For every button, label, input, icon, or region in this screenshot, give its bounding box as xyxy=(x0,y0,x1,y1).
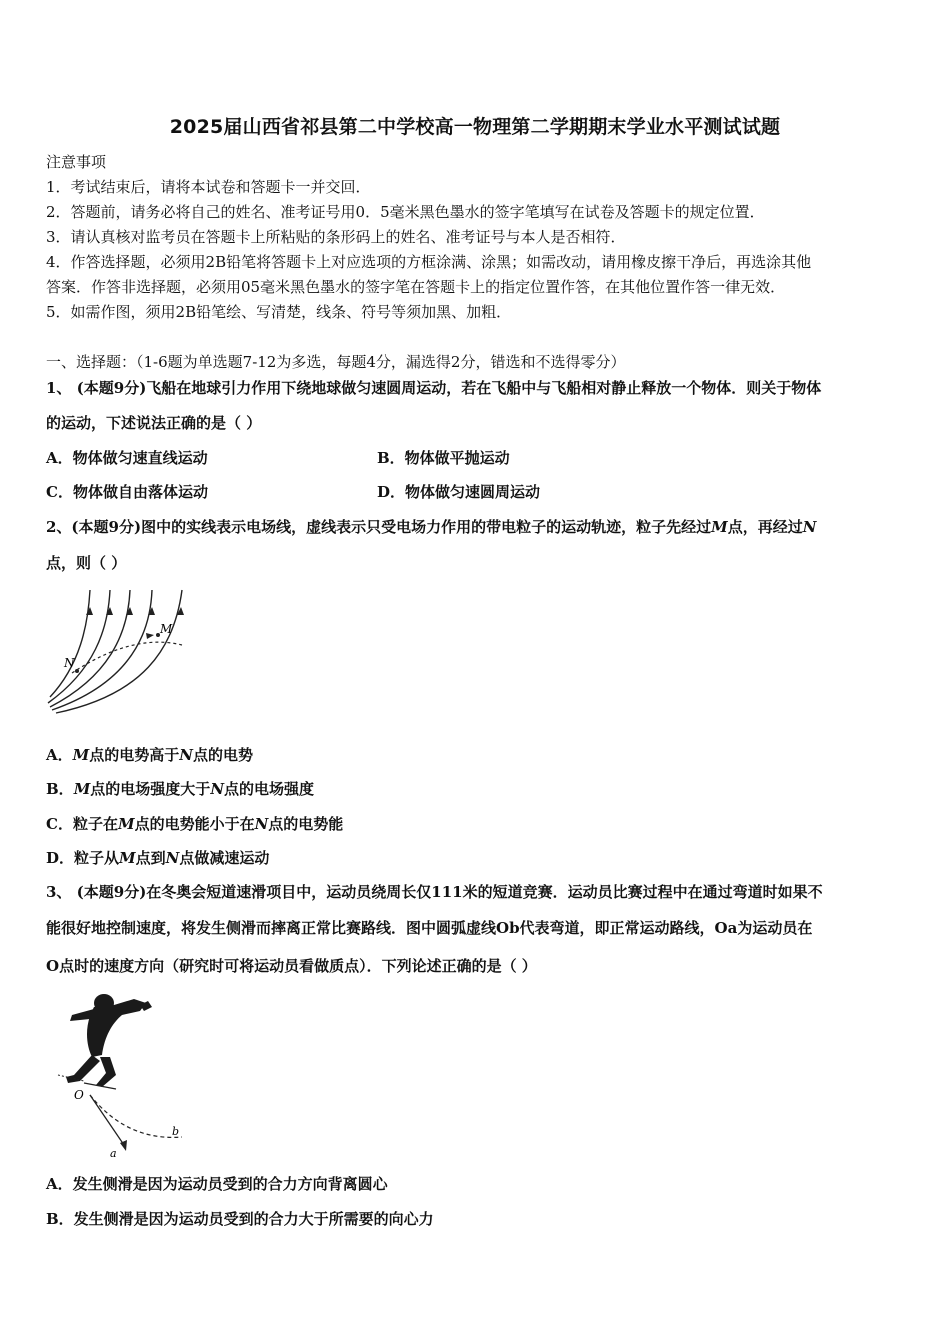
q2-option-d: D．粒子从M点到N点做减速运动 xyxy=(46,849,270,867)
point-n xyxy=(75,669,79,673)
notice-item: 5．如需作图，须用2B铅笔绘、写清楚，线条、符号等须加黑、加粗． xyxy=(46,303,512,321)
label-b: b xyxy=(172,1125,180,1138)
field-line xyxy=(56,590,182,713)
question-3-stem-cont: 能很好地控制速度，将发生侧滑而摔离正常比赛路线．图中圆弧虚线Ob代表弯道，即正常运动路线，Oa为运动员在 xyxy=(46,919,813,937)
label-a: a xyxy=(110,1147,117,1160)
q1-option-c: C．物体做自由落体运动 xyxy=(46,483,208,501)
notice-item: 答案．作答非选择题，必须用05毫米黑色墨水的签字笔在答题卡上的指定位置作答，在其他位置作答一律无效． xyxy=(46,278,786,296)
q2-option-b: B．M点的电场强度大于N点的电场强度 xyxy=(46,780,315,798)
field-arrows xyxy=(86,607,184,615)
question-1-stem: 1、 (本题9分)飞船在地球引力作用下绕地球做匀速圆周运动，若在飞船中与飞船相对静止释放一个物体．则关于物体 xyxy=(46,379,822,397)
velocity-line-oa xyxy=(90,1095,124,1145)
section-heading: 一、选择题：（1-6题为单选题7-12为多选，每题4分，漏选得2分，错选和不选得零分） xyxy=(46,353,626,371)
skater-silhouette xyxy=(66,994,152,1087)
notice-heading: 注意事项 xyxy=(46,153,107,171)
notice-item: 1．考试结束后，请将本试卷和答题卡一并交回． xyxy=(46,178,371,196)
notice-item: 2．答题前，请务必将自己的姓名、准考证号用0．5毫米黑色墨水的签字笔填写在试卷及答题卡的规定位置． xyxy=(46,203,765,221)
question-3-stem-cont: O点时的速度方向（研究时可将运动员看做质点）．下列论述正确的是（ ） xyxy=(46,957,537,975)
notice-item: 3．请认真核对监考员在答题卡上所粘贴的条形码上的姓名、准考证号与本人是否相符． xyxy=(46,228,626,246)
q2-var-m: M xyxy=(711,518,728,536)
q2-option-a: A．M点的电势高于N点的电势 xyxy=(46,746,253,764)
label-o: O xyxy=(74,1088,84,1102)
notice-item: 4．作答选择题，必须用2B铅笔将答题卡上对应选项的方框涂满、涂黑；如需改动，请用橡皮擦干净后，再选涂其他 xyxy=(46,253,812,271)
field-line xyxy=(52,590,152,710)
question-2-stem-cont: 点，则（ ） xyxy=(46,554,127,572)
label-n: N xyxy=(64,656,75,670)
question-3-stem: 3、 (本题9分)在冬奥会短道速滑项目中，运动员绕周长仅111米的短道竞赛．运动员比赛过程中在通过弯道时如果不 xyxy=(46,883,823,901)
q2-option-c: C．粒子在M点的电势能小于在N点的电势能 xyxy=(46,815,344,833)
q1-option-b: B．物体做平抛运动 xyxy=(377,449,510,467)
label-m: M xyxy=(160,622,173,636)
q1-option-d: D．物体做匀速圆周运动 xyxy=(377,483,541,501)
electric-field-figure xyxy=(42,585,192,715)
q1-option-a: A．物体做匀速直线运动 xyxy=(46,449,208,467)
question-1-stem-cont: 的运动，下述说法正确的是（ ） xyxy=(46,414,262,432)
page-title: 2025届山西省祁县第二中学校高一物理第二学期期末学业水平测试试题 xyxy=(169,116,781,138)
question-2-stem xyxy=(46,517,816,537)
field-line xyxy=(50,590,90,697)
q2-text: 点，再经过 xyxy=(727,518,803,536)
q2-var-n: N xyxy=(802,518,817,536)
particle-trajectory xyxy=(72,642,182,673)
q3-option-b: B．发生侧滑是因为运动员受到的合力大于所需要的向心力 xyxy=(46,1210,434,1228)
speed-skater-figure xyxy=(44,985,194,1160)
q3-option-a: A．发生侧滑是因为运动员受到的合力方向背离圆心 xyxy=(46,1175,388,1193)
trajectory-arrow xyxy=(146,633,154,639)
q2-text: 2、(本题9分)图中的实线表示电场线，虚线表示只受电场力作用的带电粒子的运动轨迹，粒子先经过 xyxy=(46,518,712,536)
